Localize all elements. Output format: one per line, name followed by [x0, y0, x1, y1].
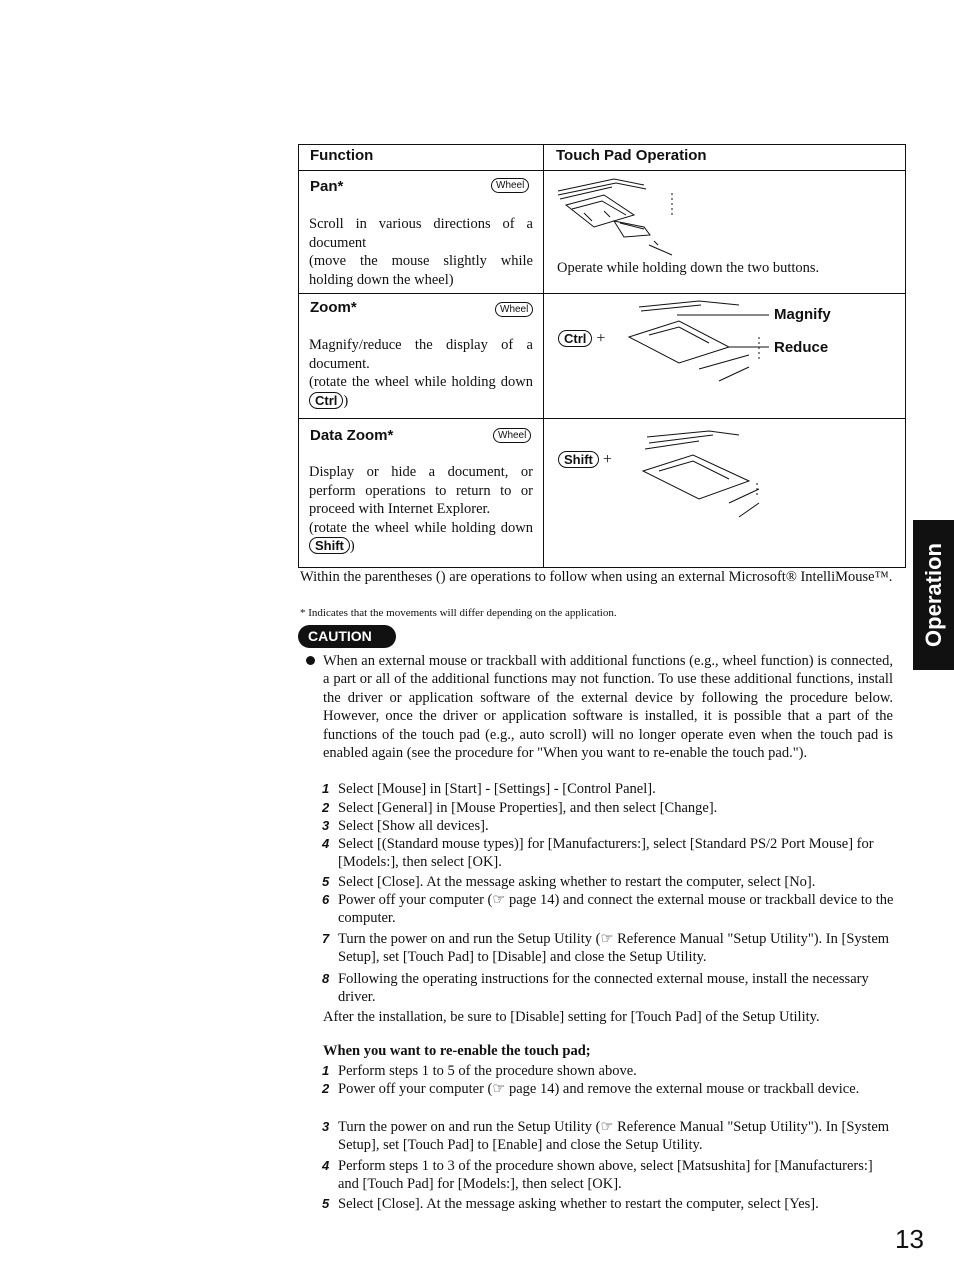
touchpad-pan-illustration: [554, 175, 684, 257]
function-desc-pan: Scroll in various directions of a document (move the mouse slightly while holding down the wheel): [309, 216, 533, 288]
reenable-heading: When you want to re-enable the touch pad;: [323, 1043, 591, 1059]
function-name-pan: Pan*: [310, 178, 344, 195]
function-name-zoom: Zoom*: [310, 299, 357, 316]
wheel-key-icon: Wheel: [495, 302, 533, 317]
caution-step: 7 Turn the power on and run the Setup Utility (☞ Reference Manual "Setup Utility"). In [System Setup], set [Touch Pad] to [Disable] and close the Setup Utility.: [322, 931, 890, 966]
function-name-data-zoom: Data Zoom*: [310, 427, 394, 444]
wheel-key-icon: Wheel: [491, 178, 529, 193]
bullet-icon: [306, 656, 315, 665]
caution-step: 3 Select [Show all devices].: [322, 818, 489, 834]
page-number: 13: [895, 1224, 924, 1254]
col-header-function: Function: [310, 147, 374, 164]
touchpad-data-zoom-illustration: [629, 427, 779, 523]
reduce-label: Reduce: [774, 339, 829, 356]
function-desc-data-zoom: Display or hide a document, or perform operations to return to or proceed with Internet Explorer. (rotate the wheel while holding down Shift ): [309, 464, 533, 554]
reenable-step: 3 Turn the power on and run the Setup Utility (☞ Reference Manual "Setup Utility"). In [System Setup], set [Touch Pad] to [Enable] and close the Setup Utility.: [322, 1119, 890, 1154]
section-side-tab: Operation: [913, 520, 954, 670]
ctrl-key-icon: Ctrl: [309, 392, 343, 409]
after-install-note: After the installation, be sure to [Disable] setting for [Touch Pad] of the Setup Utility.: [323, 1009, 820, 1025]
asterisk-note: * Indicates that the movements will differ depending on the application.: [300, 607, 617, 619]
col-header-touch-pad-operation: Touch Pad Operation: [556, 147, 707, 164]
caution-step: 8 Following the operating instructions for the connected external mouse, install the necessary driver.: [322, 971, 869, 1006]
magnify-label: Magnify: [774, 306, 831, 323]
reenable-step: 4 Perform steps 1 to 3 of the procedure shown above, select [Matsushita] for [Manufacturers:] and [Touch Pad] for [Models:], then select [OK].: [322, 1158, 873, 1193]
reenable-step: 1 Perform steps 1 to 5 of the procedure shown above.: [322, 1063, 637, 1079]
caution-paragraph: When an external mouse or trackball with additional functions (e.g., wheel function) is connected, a part or all of the additional functions may not function. To use these additional functions, install the driver or application software of the external device by following the procedure below. However, once the driver or application software is installed, it is possible that a part of the functions of the touch pad (e.g., auto scroll) will no longer operate even when the touch pad is enabled again (see the procedure for "When you want to re-enable the touch pad.").: [323, 653, 893, 762]
touchpad-zoom-illustration: [619, 297, 779, 387]
wheel-key-icon: Wheel: [493, 428, 531, 443]
caution-badge: CAUTION: [298, 625, 396, 648]
caution-step: 4 Select [(Standard mouse types)] for [Manufacturers:], select [Standard PS/2 Port Mouse] for [Models:], then select [OK].: [322, 836, 874, 871]
caution-step: 1 Select [Mouse] in [Start] - [Settings] - [Control Panel].: [322, 781, 656, 797]
zoom-op-key: Ctrl +: [558, 330, 605, 348]
function-table: [298, 144, 906, 568]
caution-step: 2 Select [General] in [Mouse Properties], and then select [Change].: [322, 800, 718, 816]
data-zoom-op-key: Shift +: [558, 451, 612, 469]
function-desc-zoom: Magnify/reduce the display of a document. (rotate the wheel while holding down Ctrl ): [309, 337, 533, 409]
caution-step: 5 Select [Close]. At the message asking whether to restart the computer, select [No].: [322, 874, 816, 890]
caution-step: 6 Power off your computer (☞ page 14) and connect the external mouse or trackball device to the computer.: [322, 892, 894, 927]
reenable-step: 2 Power off your computer (☞ page 14) and remove the external mouse or trackball device.: [322, 1081, 860, 1097]
parentheses-note: Within the parentheses () are operations to follow when using an external Microsoft® IntelliMouse™.: [300, 569, 893, 585]
shift-key-icon: Shift: [309, 537, 350, 554]
reenable-step: 5 Select [Close]. At the message asking whether to restart the computer, select [Yes].: [322, 1196, 819, 1212]
operation-text-pan: Operate while holding down the two buttons.: [557, 260, 820, 276]
